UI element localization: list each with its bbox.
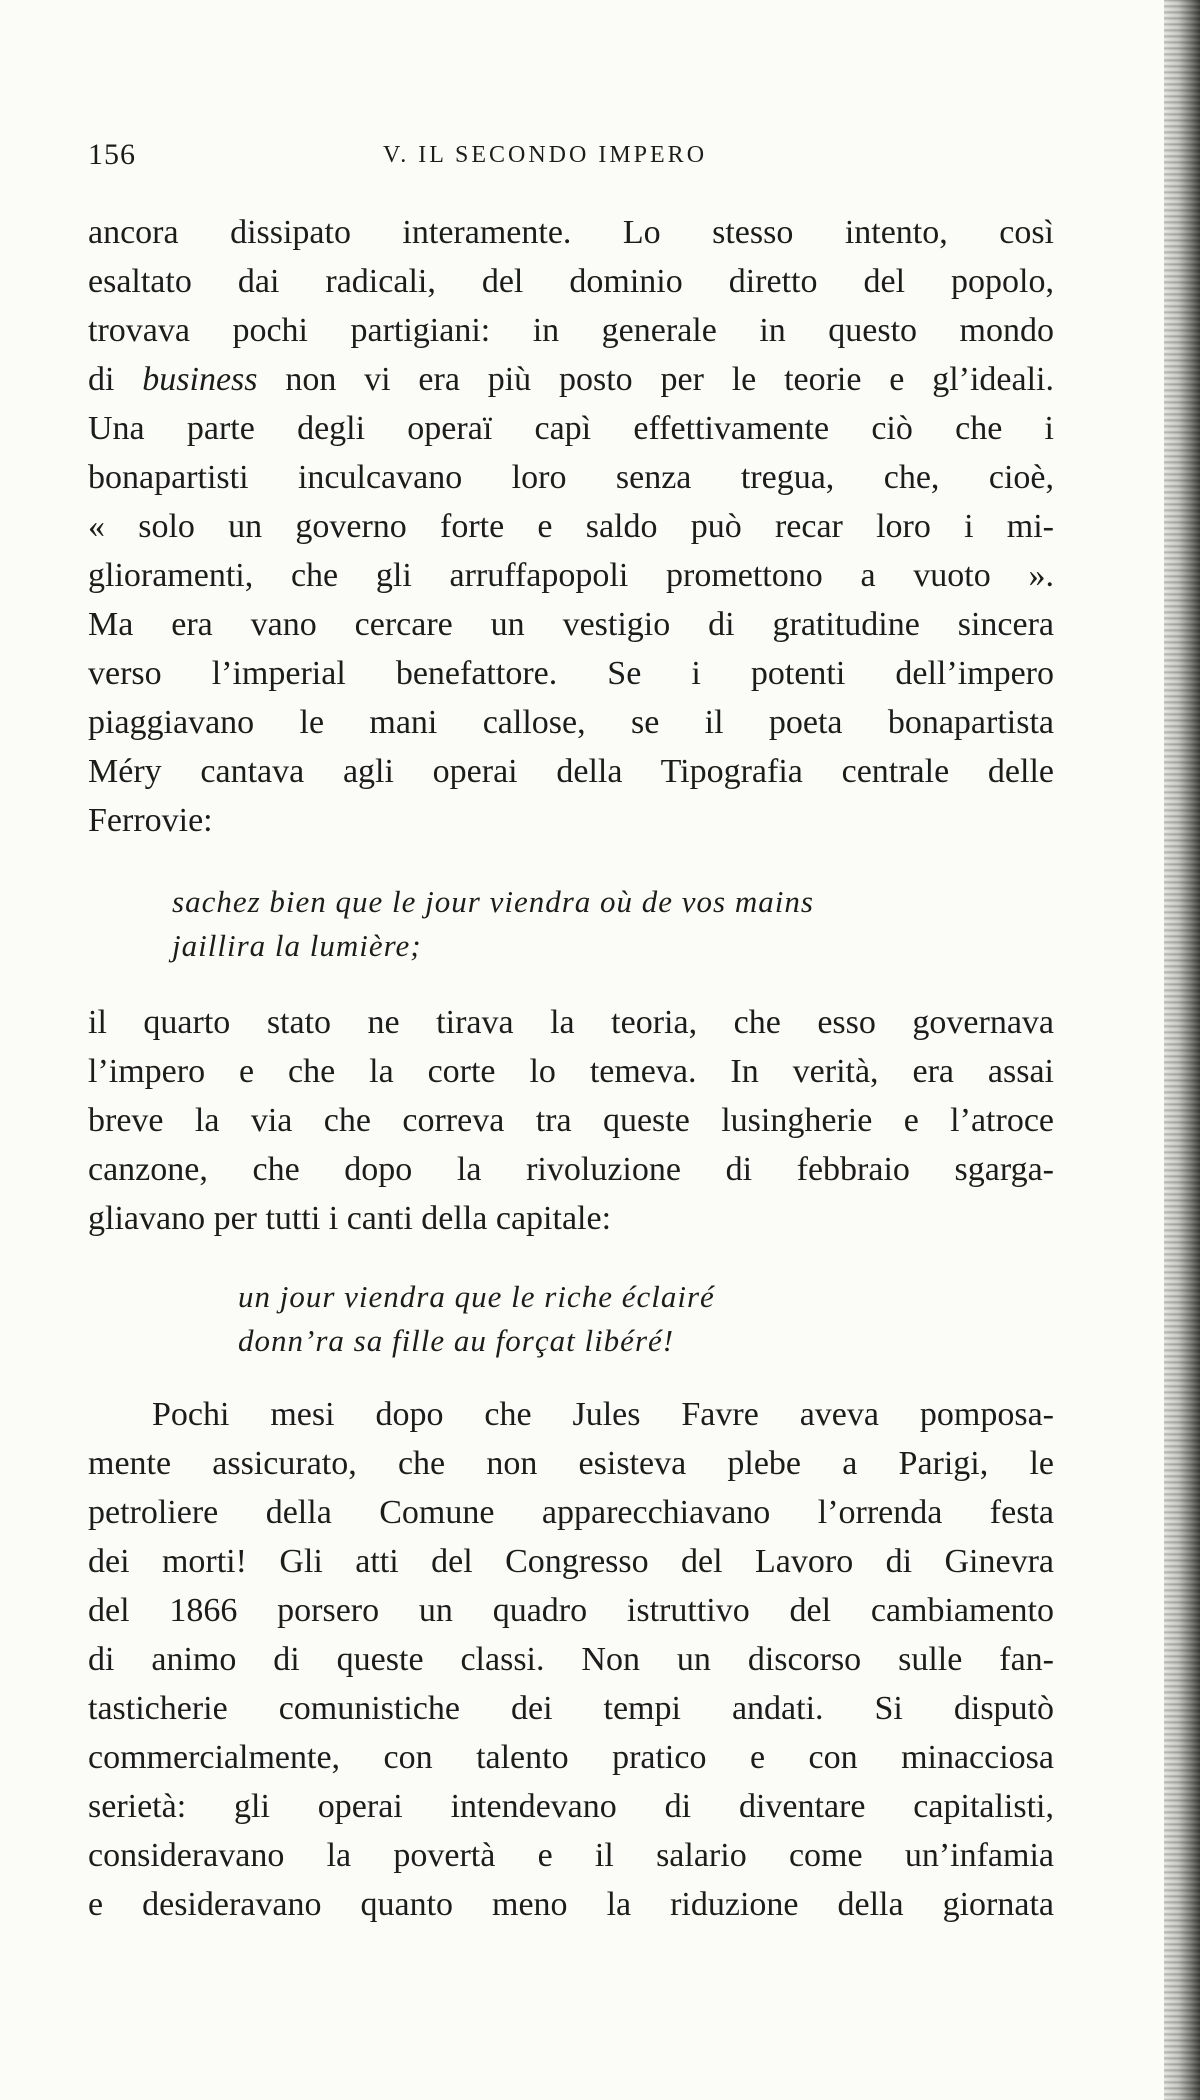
text-line: « solo un governo forte e saldo può recar loro i mi- <box>88 508 1054 545</box>
paragraph-2 <box>88 998 1054 1243</box>
text-line <box>88 355 1054 404</box>
text-line: del 1866 porsero un quadro istruttivo del cambiamento <box>88 1592 1054 1629</box>
text-fragment: di <box>88 361 143 398</box>
chapter-title: V. IL SECONDO IMPERO <box>383 142 708 168</box>
text-line: commercialmente, con talento pratico e con minacciosa <box>88 1739 1054 1776</box>
text-line: esaltato dai radicali, del dominio diretto del popolo, <box>88 263 1054 300</box>
paragraph-3 <box>88 1390 1054 1929</box>
text-line: dei morti! Gli atti del Congresso del Lavoro di Ginevra <box>88 1543 1054 1580</box>
paragraph-1 <box>88 208 1054 845</box>
verse-line: sachez bien que le jour viendra où de vos mains <box>172 884 814 919</box>
verse-line: jaillira la lumière; <box>172 928 422 963</box>
text-line: glioramenti, che gli arruffapopoli promettono a vuoto ». <box>88 557 1054 594</box>
text-line: trovava pochi partigiani: in generale in questo mondo <box>88 312 1054 349</box>
page-number: 156 <box>88 138 136 171</box>
running-head <box>88 138 1048 178</box>
text-line: Una parte degli operaï capì effettivamente ciò che i <box>88 410 1054 447</box>
text-line: Pochi mesi dopo che Jules Favre aveva pomposa- <box>152 1396 1054 1433</box>
page-edge-shadow <box>1164 0 1200 2100</box>
text-line: e desideravano quanto meno la riduzione della giornata <box>88 1886 1054 1923</box>
text-line: Méry cantava agli operai della Tipografia centrale delle <box>88 753 1054 790</box>
text-line: bonapartisti inculcavano loro senza tregua, che, cioè, <box>88 459 1054 496</box>
verse-quote-1 <box>172 880 814 968</box>
text-line: piaggiavano le mani callose, se il poeta bonapartista <box>88 704 1054 741</box>
text-line: l’impero e che la corte lo temeva. In verità, era assai <box>88 1053 1054 1090</box>
text-line: tasticherie comunistiche dei tempi andati. Si disputò <box>88 1690 1054 1727</box>
text-line: di animo di queste classi. Non un discorso sulle fan- <box>88 1641 1054 1678</box>
verse-quote-2 <box>238 1275 715 1363</box>
verse-line: un jour viendra que le riche éclairé <box>238 1279 715 1314</box>
verse-line: donn’ra sa fille au forçat libéré! <box>238 1323 675 1358</box>
text-line: verso l’imperial benefattore. Se i potenti dell’impero <box>88 655 1054 692</box>
text-line: mente assicurato, che non esisteva plebe a Parigi, le <box>88 1445 1054 1482</box>
text-line: ancora dissipato interamente. Lo stesso intento, così <box>88 214 1054 251</box>
text-line: breve la via che correva tra queste lusingherie e l’atroce <box>88 1102 1054 1139</box>
text-line: Ma era vano cercare un vestigio di gratitudine sincera <box>88 606 1054 643</box>
text-line: consideravano la povertà e il salario come un’infamia <box>88 1837 1054 1874</box>
text-line: il quarto stato ne tirava la teoria, che esso governava <box>88 1004 1054 1041</box>
text-line: petroliere della Comune apparecchiavano l’orrenda festa <box>88 1494 1054 1531</box>
text-line: gliavano per tutti i canti della capitale: <box>88 1200 612 1237</box>
text-fragment: non vi era più posto per le teorie e gl’ideali. <box>257 361 1054 398</box>
italic-word: business <box>142 361 258 398</box>
text-line: canzone, che dopo la rivoluzione di febbraio sgarga- <box>88 1151 1054 1188</box>
text-line: serietà: gli operai intendevano di diventare capitalisti, <box>88 1788 1054 1825</box>
text-line: Ferrovie: <box>88 802 213 839</box>
